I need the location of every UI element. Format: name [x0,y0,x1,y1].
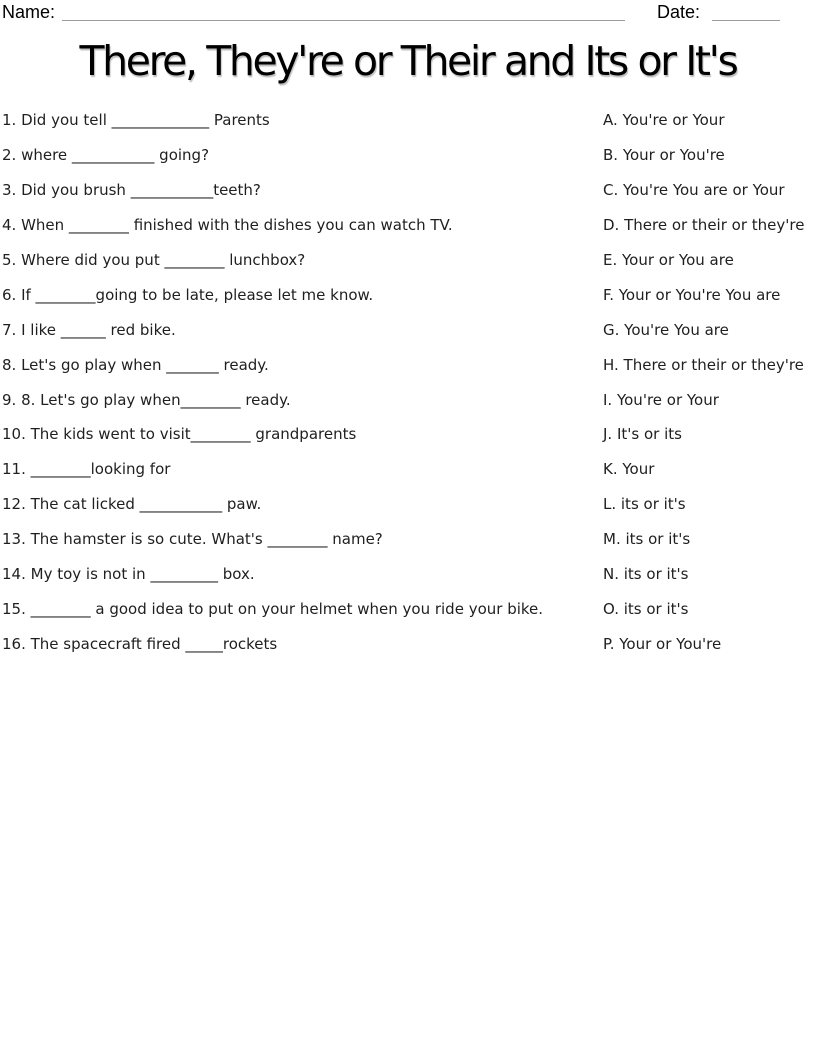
worksheet-row [0,103,816,138]
answer-option: K. Your [603,460,655,479]
name-label: Name: [2,2,56,22]
answer-option: A. You're or Your [603,111,725,130]
worksheet-row [0,557,816,592]
worksheet-row [0,312,816,347]
worksheet-row [0,626,816,661]
answer-option: I. You're or Your [603,390,719,409]
worksheet-body [0,103,816,661]
question-text: 10. The kids went to visit________ grandparents [2,425,357,444]
question-text: 12. The cat licked ___________ paw. [2,495,262,514]
worksheet-row [0,277,816,312]
name-input-line[interactable] [62,20,625,21]
worksheet-row [0,487,816,522]
answer-option: P. Your or You're [603,634,722,653]
answer-option: O. its or it's [603,599,689,618]
answer-option: C. You're You are or Your [603,181,785,200]
date-input-line[interactable] [712,20,780,21]
date-label: Date: [657,2,701,22]
worksheet-row [0,138,816,173]
question-text: 3. Did you brush ___________teeth? [2,181,261,200]
question-text: 6. If ________going to be late, please let me know. [2,285,374,304]
worksheet-row [0,347,816,382]
question-text: 5. Where did you put ________ lunchbox? [2,251,306,269]
question-text: 14. My toy is not in _________ box. [2,565,255,584]
answer-option: F. Your or You're You are [603,285,781,304]
worksheet-row [0,173,816,208]
question-text: 8. Let's go play when _______ ready. [2,355,269,374]
worksheet-row [0,243,816,278]
question-text: 2. where ___________ going? [2,146,210,165]
question-text: 15. ________ a good idea to put on your helmet when you ride your bike. [2,599,544,618]
answer-option: N. its or it's [603,565,689,584]
worksheet-row [0,417,816,452]
worksheet-row [0,452,816,487]
question-text: 7. I like ______ red bike. [2,320,176,339]
answer-option: D. There or their or they're [603,216,805,235]
worksheet-row [0,591,816,626]
question-text: 9. 8. Let's go play when________ ready. [2,390,291,409]
question-text: 1. Did you tell _____________ Parents [2,111,270,130]
answer-option: H. There or their or they're [603,355,804,374]
worksheet-row [0,208,816,243]
answer-option: G. You're You are [603,320,729,339]
answer-option: E. Your or You are [603,251,734,269]
question-text: 11. ________looking for [2,460,171,479]
worksheet-title: There, They're or Their and Its or It's [79,37,737,85]
question-text: 13. The hamster is so cute. What's ________ name? [2,530,383,549]
worksheet-row [0,382,816,417]
answer-option: J. It's or its [603,425,682,444]
answer-option: L. its or it's [603,495,686,514]
worksheet-row [0,522,816,557]
question-text: 16. The spacecraft fired _____rockets [2,634,278,653]
answer-option: M. its or it's [603,530,691,549]
question-text: 4. When ________ finished with the dishes you can watch TV. [2,216,453,235]
answer-option: B. Your or You're [603,146,725,165]
